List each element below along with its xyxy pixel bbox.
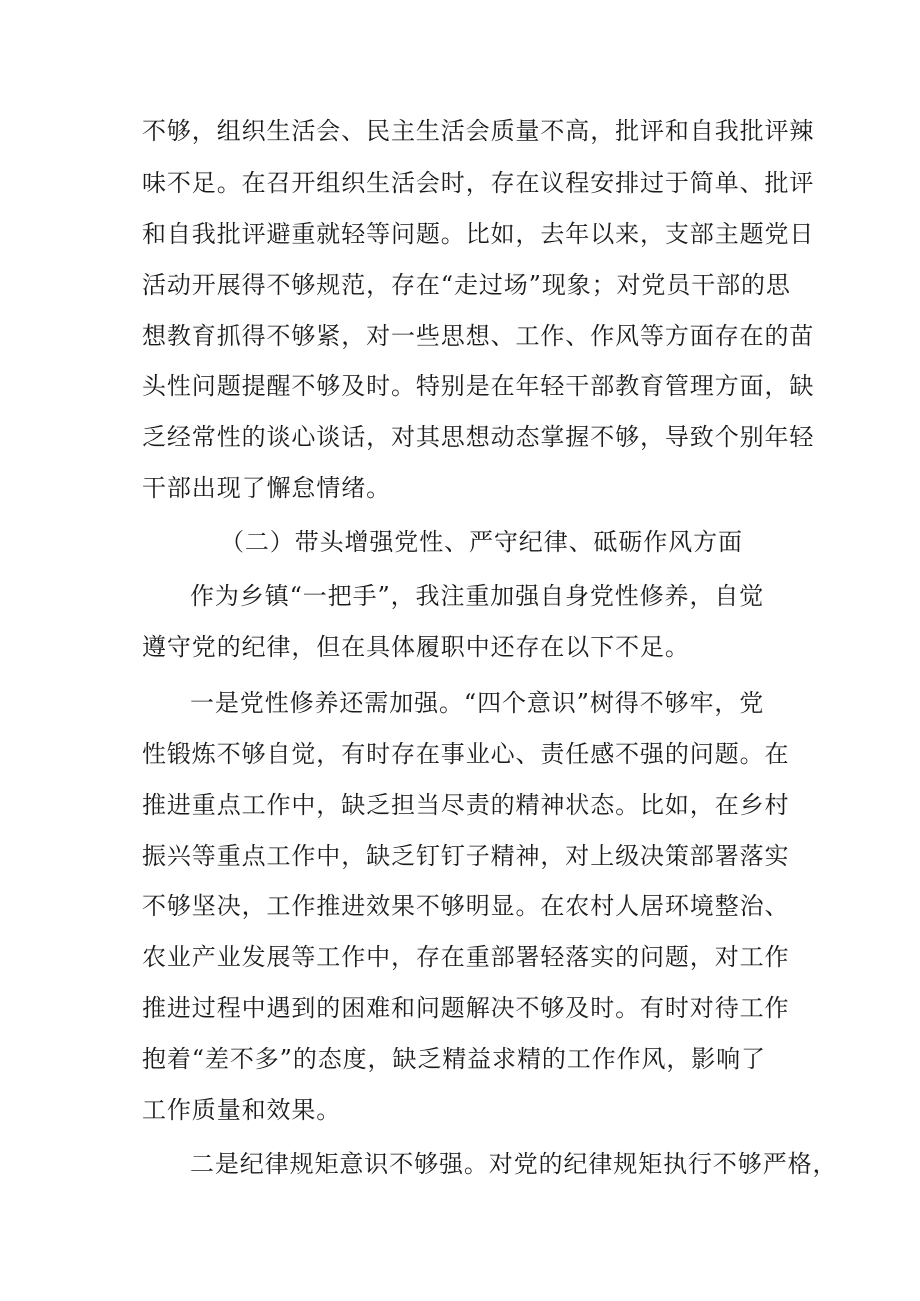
paragraph-line: 活动开展得不够规范，存在“走过场”现象；对党员干部的思 [142, 271, 791, 299]
paragraph-line: 乏经常性的谈心谈话，对其思想动态掌握不够，导致个别年轻 [142, 423, 815, 451]
paragraph-line: 二是纪律规矩意识不够强。对党的纪律规矩执行不够严格， [190, 1150, 838, 1178]
paragraph-line: 推进重点工作中，缺乏担当尽责的精神状态。比如，在乡村 [142, 791, 790, 819]
paragraph-line: 和自我批评避重就轻等问题。比如，去年以来，支部主题党日 [142, 220, 815, 248]
paragraph-line: 味不足。在召开组织生活会时，存在议程安排过于简单、批评 [142, 169, 815, 197]
paragraph-line: 推进过程中遇到的困难和问题解决不够及时。有时对待工作 [142, 994, 790, 1022]
paragraph-line: 一是党性修养还需加强。“四个意识”树得不够牢，党 [190, 689, 765, 717]
paragraph-line: 农业产业发展等工作中，存在重部署轻落实的问题，对工作 [142, 943, 790, 971]
paragraph-line: 不够坚决，工作推进效果不够明显。在农村人居环境整治、 [142, 892, 790, 920]
paragraph-line: 工作质量和效果。 [142, 1096, 342, 1124]
paragraph-line: 想教育抓得不够紧，对一些思想、工作、作风等方面存在的苗 [142, 322, 815, 350]
paragraph-line: 遵守党的纪律，但在具体履职中还存在以下不足。 [142, 633, 690, 661]
paragraph-line: 作为乡镇“一把手”，我注重加强自身党性修养，自觉 [190, 582, 765, 610]
paragraph-line: 振兴等重点工作中，缺乏钉钉子精神，对上级决策部署落实 [142, 842, 790, 870]
paragraph-line: 性锻炼不够自觉，有时存在事业心、责任感不强的问题。在 [142, 740, 790, 768]
paragraph-line: 干部出现了懈怠情绪。 [142, 474, 391, 502]
section-heading: （二）带头增强党性、严守纪律、砥砺作风方面 [220, 528, 743, 556]
paragraph-line: 抱着“差不多”的态度，缺乏精益求精的工作作风，影响了 [142, 1045, 766, 1073]
paragraph-line: 不够，组织生活会、民主生活会质量不高，批评和自我批评辣 [142, 117, 815, 145]
paragraph-line: 头性问题提醒不够及时。特别是在年轻干部教育管理方面，缺 [142, 372, 815, 400]
